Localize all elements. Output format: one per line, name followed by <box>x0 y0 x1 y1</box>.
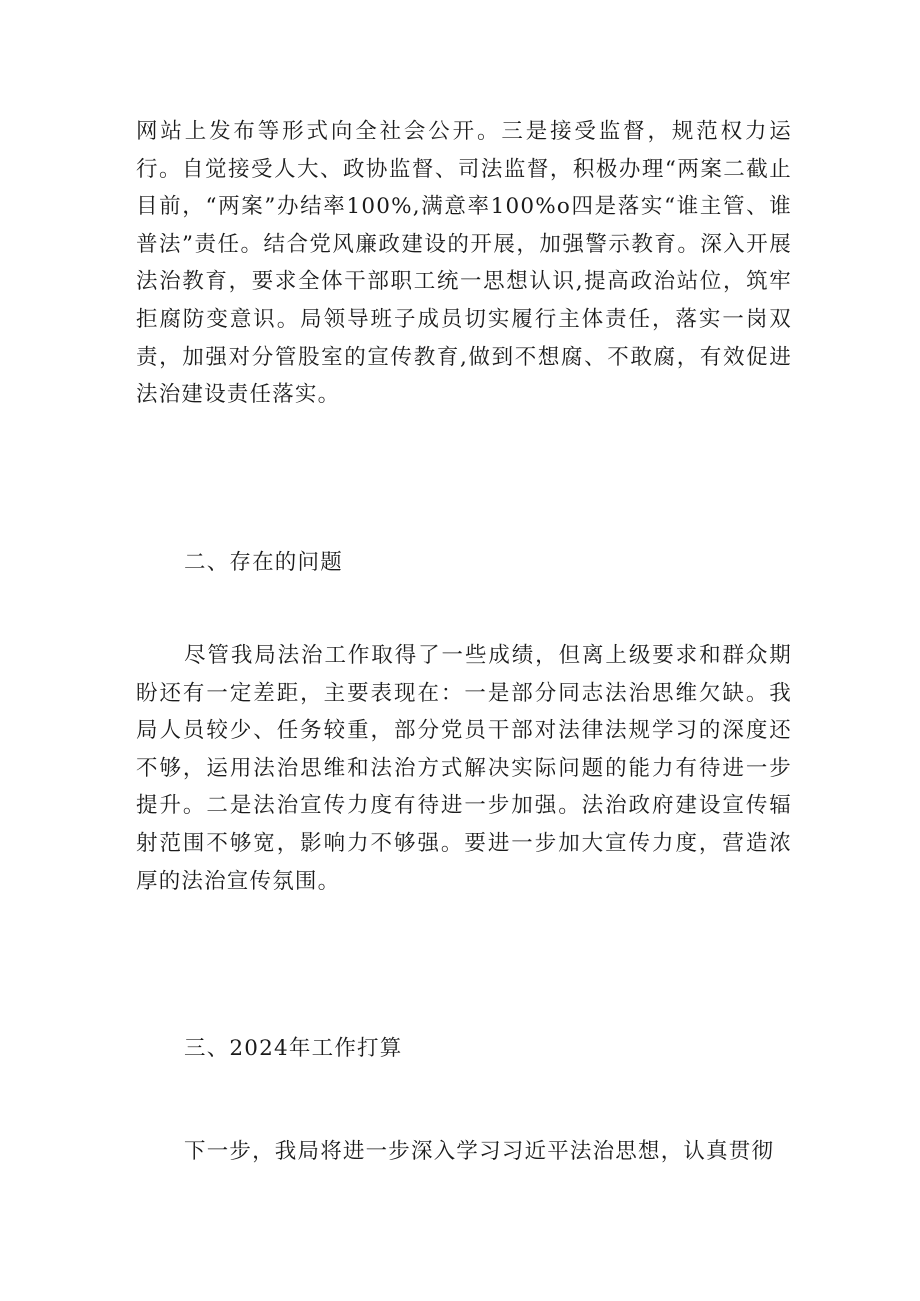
body-paragraph-continued: 网站上发布等形式向全社会公开。三是接受监督，规范权力运行。自觉接受人大、政协监督、司法监督，积极办理“两案二截止目前，“两案”办结率100%,满意率100%o四是落实“谁主管、谁普法”责任。结合党风廉政建设的开展，加强警示教育。深入开展法治教育，要求全体干部职工统一思想认识,提高政治站位，筑牢拒腐防变意识。局领导班子成员切实履行主体责任，落实一岗双责，加强对分管股室的宣传教育,做到不想腐、不敢腐，有效促进法治建设责任落实。 <box>136 119 792 408</box>
section-heading-plans: 三、2024年工作打算 <box>184 1036 403 1061</box>
body-paragraph-problems: 尽管我局法治工作取得了一些成绩，但离上级要求和群众期盼还有一定差距，主要表现在：一是部分同志法治思维欠缺。我局人员较少、任务较重，部分党员干部对法律法规学习的深度还不够，运用法治思维和法治方式解决实际问题的能力有待进一步提升。二是法治宣传力度有待进一步加强。法治政府建设宣传辐射范围不够宽，影响力不够强。要进一步加大宣传力度，营造浓厚的法治宣传氛围。 <box>136 643 792 894</box>
body-paragraph-plans: 下一步，我局将进一步深入学习习近平法治思想，认真贯彻 <box>184 1139 775 1164</box>
section-heading-problems: 二、存在的问题 <box>184 550 343 575</box>
